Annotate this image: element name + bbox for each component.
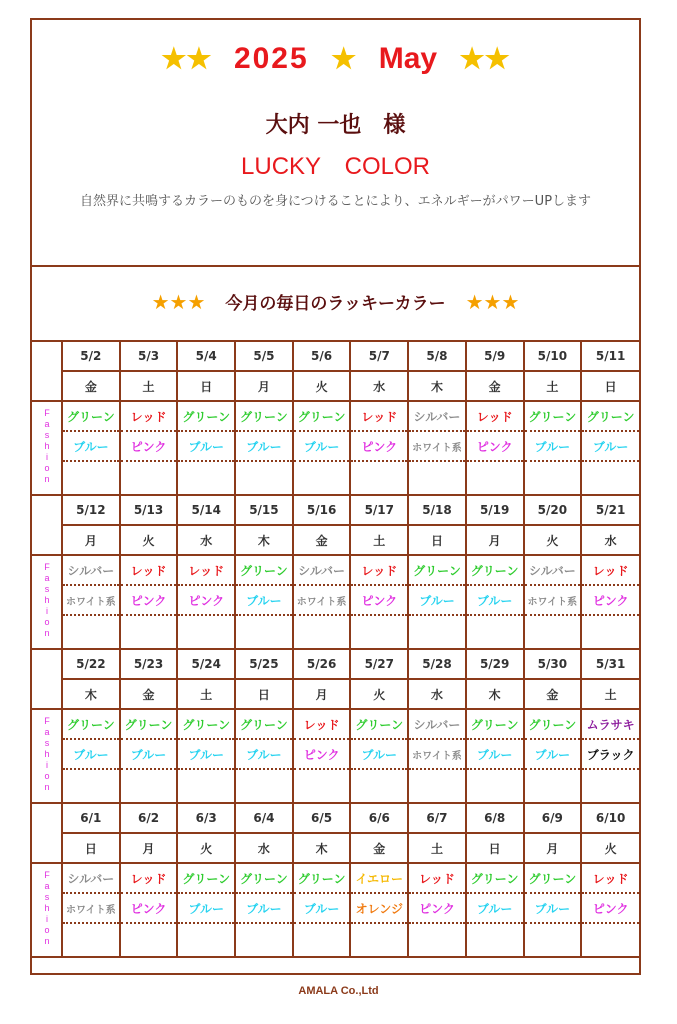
lucky-color-cell: レッド	[293, 709, 351, 739]
blank-cell	[524, 923, 582, 957]
weekday-cell: 月	[235, 371, 293, 401]
weekday-cell: 月	[466, 525, 524, 555]
date-cell: 5/22	[62, 649, 120, 679]
title-month: May	[378, 42, 438, 75]
lucky-color-cell: ブルー	[177, 431, 235, 461]
color-row-primary	[32, 863, 639, 893]
color-row-secondary	[32, 431, 639, 461]
weekday-cell: 日	[235, 679, 293, 709]
blank-cell	[235, 923, 293, 957]
fashion-side-label	[32, 709, 62, 803]
star-icon: ★★	[459, 43, 510, 74]
weekday-cell: 木	[293, 833, 351, 863]
date-cell: 5/13	[120, 495, 178, 525]
weekday-row	[32, 679, 639, 709]
fashion-label: Fashion	[42, 561, 52, 639]
weekday-cell: 火	[581, 833, 639, 863]
lucky-color-cell: レッド	[466, 401, 524, 431]
lucky-color-cell: ブルー	[177, 893, 235, 923]
weekday-cell: 金	[466, 371, 524, 401]
lucky-color-cell: ブルー	[524, 739, 582, 769]
weekday-cell: 水	[408, 679, 466, 709]
blank-cell	[120, 615, 178, 649]
blank-cell	[581, 615, 639, 649]
date-cell: 5/16	[293, 495, 351, 525]
lucky-color-cell: レッド	[581, 863, 639, 893]
fashion-side-label	[32, 555, 62, 649]
blank-row	[32, 461, 639, 495]
blank-cell	[350, 461, 408, 495]
fashion-label: Fashion	[42, 715, 52, 793]
weekday-cell: 日	[408, 525, 466, 555]
lucky-color-cell: ブルー	[235, 739, 293, 769]
blank-cell	[235, 615, 293, 649]
lucky-color-cell: ブラック	[581, 739, 639, 769]
lucky-color-cell: ホワイト系	[408, 739, 466, 769]
star-icon: ★	[331, 43, 357, 74]
blank-cell	[62, 769, 120, 803]
title-year: 2025	[233, 42, 309, 75]
date-cell: 5/5	[235, 341, 293, 371]
date-cell: 6/9	[524, 803, 582, 833]
date-cell: 5/21	[581, 495, 639, 525]
blank-cell	[177, 769, 235, 803]
date-cell: 6/6	[350, 803, 408, 833]
lucky-color-cell: ブルー	[120, 739, 178, 769]
side-blank	[32, 341, 62, 401]
lucky-color-cell: ホワイト系	[62, 585, 120, 615]
blank-cell	[62, 615, 120, 649]
date-cell: 6/2	[120, 803, 178, 833]
blank-cell	[120, 769, 178, 803]
lucky-color-cell: レッド	[120, 555, 178, 585]
blank-cell	[293, 769, 351, 803]
lucky-color-cell: ブルー	[62, 431, 120, 461]
lucky-color-cell: ブルー	[466, 739, 524, 769]
lucky-color-cell: シルバー	[524, 555, 582, 585]
weekday-cell: 日	[177, 371, 235, 401]
color-row-primary	[32, 709, 639, 739]
lucky-color-cell: グリーン	[62, 401, 120, 431]
lucky-color-cell: グリーン	[350, 709, 408, 739]
company-footer: AMALA Co.,Ltd	[298, 985, 379, 997]
lucky-color-cell: レッド	[120, 401, 178, 431]
fashion-side-label	[32, 401, 62, 495]
lucky-color-cell: グリーン	[466, 863, 524, 893]
date-cell: 5/29	[466, 649, 524, 679]
lucky-color-cell: ブルー	[524, 893, 582, 923]
weekday-cell: 水	[235, 833, 293, 863]
lucky-color-cell: レッド	[177, 555, 235, 585]
side-blank	[32, 495, 62, 555]
weekday-cell: 木	[62, 679, 120, 709]
weekday-cell: 火	[293, 371, 351, 401]
date-row	[32, 649, 639, 679]
blank-cell	[293, 461, 351, 495]
side-blank	[32, 803, 62, 863]
weekday-cell: 火	[350, 679, 408, 709]
calendar-grid	[32, 340, 639, 958]
date-row	[32, 341, 639, 371]
blank-cell	[293, 615, 351, 649]
lucky-color-cell: ブルー	[524, 431, 582, 461]
blank-cell	[235, 461, 293, 495]
subheading-text: 今月の毎日のラッキーカラー	[225, 294, 446, 314]
weekday-cell: 月	[524, 833, 582, 863]
date-cell: 5/10	[524, 341, 582, 371]
blank-cell	[350, 615, 408, 649]
lucky-color-cell: シルバー	[408, 401, 466, 431]
lucky-color-cell: グリーン	[120, 709, 178, 739]
weekday-cell: 水	[581, 525, 639, 555]
blank-cell	[408, 923, 466, 957]
lucky-color-cell: ホワイト系	[293, 585, 351, 615]
lucky-color-cell: グリーン	[177, 709, 235, 739]
weekday-cell: 土	[120, 371, 178, 401]
customer-name: 大内 一也 様	[265, 113, 406, 138]
date-cell: 5/18	[408, 495, 466, 525]
fashion-side-label	[32, 863, 62, 957]
lucky-color-cell: ホワイト系	[62, 893, 120, 923]
lucky-color-cell: グリーン	[581, 401, 639, 431]
weekday-cell: 日	[62, 833, 120, 863]
lucky-color-cell: グリーン	[293, 863, 351, 893]
weekday-row	[32, 525, 639, 555]
date-cell: 5/23	[120, 649, 178, 679]
blank-cell	[235, 769, 293, 803]
lucky-color-cell: グリーン	[524, 401, 582, 431]
lucky-color-cell: グリーン	[408, 555, 466, 585]
lucky-color-cell: シルバー	[62, 863, 120, 893]
weekday-cell: 木	[235, 525, 293, 555]
date-cell: 5/7	[350, 341, 408, 371]
date-cell: 5/14	[177, 495, 235, 525]
weekday-cell: 火	[177, 833, 235, 863]
date-cell: 5/8	[408, 341, 466, 371]
blank-cell	[466, 923, 524, 957]
lucky-color-cell: グリーン	[235, 401, 293, 431]
weekday-cell: 金	[293, 525, 351, 555]
weekday-cell: 火	[120, 525, 178, 555]
color-row-secondary	[32, 585, 639, 615]
blank-row	[32, 769, 639, 803]
date-cell: 5/20	[524, 495, 582, 525]
lucky-color-cell: ブルー	[293, 431, 351, 461]
date-cell: 6/4	[235, 803, 293, 833]
calendar-table	[32, 340, 639, 958]
lucky-color-cell: グリーン	[235, 555, 293, 585]
blank-cell	[120, 461, 178, 495]
lucky-color-cell: ピンク	[120, 893, 178, 923]
color-row-primary	[32, 555, 639, 585]
blank-cell	[177, 923, 235, 957]
date-row	[32, 495, 639, 525]
blank-cell	[177, 615, 235, 649]
header-section	[32, 20, 639, 267]
weekday-cell: 月	[120, 833, 178, 863]
star-icon: ★★	[161, 43, 212, 74]
lucky-color-cell: グリーン	[524, 709, 582, 739]
fashion-label: Fashion	[42, 869, 52, 947]
blank-cell	[177, 461, 235, 495]
lucky-color-cell: グリーン	[177, 863, 235, 893]
date-cell: 5/19	[466, 495, 524, 525]
date-cell: 6/8	[466, 803, 524, 833]
title-row	[32, 42, 639, 76]
date-cell: 6/5	[293, 803, 351, 833]
date-cell: 5/17	[350, 495, 408, 525]
weekday-cell: 火	[524, 525, 582, 555]
weekday-row	[32, 371, 639, 401]
date-row	[32, 803, 639, 833]
fortune-sheet	[30, 18, 641, 975]
color-row-secondary	[32, 739, 639, 769]
blank-cell	[466, 461, 524, 495]
blank-cell	[62, 923, 120, 957]
color-row-primary	[32, 401, 639, 431]
weekday-cell: 日	[581, 371, 639, 401]
lucky-color-cell: ピンク	[408, 893, 466, 923]
lucky-color-cell: ブルー	[62, 739, 120, 769]
date-cell: 5/26	[293, 649, 351, 679]
blank-cell	[408, 769, 466, 803]
date-cell: 5/9	[466, 341, 524, 371]
lucky-color-cell: ブルー	[235, 431, 293, 461]
lucky-color-cell: ピンク	[293, 739, 351, 769]
lucky-color-cell: ピンク	[350, 431, 408, 461]
weekday-cell: 木	[408, 371, 466, 401]
lucky-color-cell: レッド	[120, 863, 178, 893]
lucky-color-cell: ブルー	[466, 585, 524, 615]
lucky-color-cell: レッド	[350, 555, 408, 585]
weekday-row	[32, 833, 639, 863]
lucky-color-cell: シルバー	[293, 555, 351, 585]
lucky-color-cell: グリーン	[293, 401, 351, 431]
blank-cell	[293, 923, 351, 957]
lucky-color-cell: ブルー	[177, 739, 235, 769]
blank-cell	[581, 769, 639, 803]
blank-cell	[581, 923, 639, 957]
lucky-color-cell: レッド	[581, 555, 639, 585]
lucky-color-cell: ピンク	[466, 431, 524, 461]
blank-cell	[350, 923, 408, 957]
date-cell: 5/25	[235, 649, 293, 679]
date-cell: 5/3	[120, 341, 178, 371]
blank-cell	[408, 615, 466, 649]
date-cell: 6/7	[408, 803, 466, 833]
lucky-color-cell: シルバー	[62, 555, 120, 585]
date-cell: 6/3	[177, 803, 235, 833]
weekday-cell: 金	[350, 833, 408, 863]
lucky-color-cell: ブルー	[581, 431, 639, 461]
lucky-color-cell: シルバー	[408, 709, 466, 739]
lucky-color-cell: オレンジ	[350, 893, 408, 923]
lucky-color-cell: ピンク	[581, 893, 639, 923]
blank-cell	[408, 461, 466, 495]
weekday-cell: 月	[293, 679, 351, 709]
weekday-cell: 水	[177, 525, 235, 555]
weekday-cell: 土	[177, 679, 235, 709]
lucky-color-cell: ブルー	[235, 893, 293, 923]
date-cell: 5/30	[524, 649, 582, 679]
weekday-cell: 金	[62, 371, 120, 401]
blank-row	[32, 923, 639, 957]
weekday-cell: 水	[350, 371, 408, 401]
lucky-color-heading: LUCKY COLOR	[241, 153, 430, 180]
lucky-color-cell: ピンク	[120, 585, 178, 615]
date-cell: 5/11	[581, 341, 639, 371]
date-cell: 5/2	[62, 341, 120, 371]
color-row-secondary	[32, 893, 639, 923]
blank-row	[32, 615, 639, 649]
lucky-color-cell: グリーン	[235, 709, 293, 739]
weekday-cell: 土	[524, 371, 582, 401]
lucky-color-cell: ブルー	[408, 585, 466, 615]
side-blank	[32, 649, 62, 709]
date-cell: 6/10	[581, 803, 639, 833]
weekday-cell: 金	[524, 679, 582, 709]
weekday-cell: 金	[120, 679, 178, 709]
blank-cell	[350, 769, 408, 803]
lucky-color-cell: レッド	[350, 401, 408, 431]
lucky-color-cell: ブルー	[235, 585, 293, 615]
blank-cell	[466, 615, 524, 649]
date-cell: 5/15	[235, 495, 293, 525]
lucky-color-cell: ピンク	[177, 585, 235, 615]
blank-cell	[524, 615, 582, 649]
blank-cell	[120, 923, 178, 957]
date-cell: 5/27	[350, 649, 408, 679]
blank-cell	[581, 461, 639, 495]
date-cell: 5/6	[293, 341, 351, 371]
lucky-color-cell: グリーン	[235, 863, 293, 893]
lucky-color-cell: ブルー	[293, 893, 351, 923]
weekday-cell: 土	[408, 833, 466, 863]
lucky-color-cell: ピンク	[120, 431, 178, 461]
lucky-color-cell: ホワイト系	[408, 431, 466, 461]
lucky-color-cell: ムラサキ	[581, 709, 639, 739]
date-cell: 5/31	[581, 649, 639, 679]
star-icon: ★★★	[151, 290, 206, 314]
lucky-color-cell: ブルー	[350, 739, 408, 769]
weekday-cell: 土	[581, 679, 639, 709]
date-cell: 6/1	[62, 803, 120, 833]
lucky-color-cell: ピンク	[581, 585, 639, 615]
lucky-color-cell: グリーン	[466, 555, 524, 585]
date-cell: 5/4	[177, 341, 235, 371]
date-cell: 5/12	[62, 495, 120, 525]
weekday-cell: 木	[466, 679, 524, 709]
lucky-color-cell: ピンク	[350, 585, 408, 615]
lucky-color-cell: グリーン	[524, 863, 582, 893]
weekday-cell: 日	[466, 833, 524, 863]
description-text: 自然界に共鳴するカラーのものを身につけることにより、エネルギーがパワーUPします	[79, 194, 592, 209]
lucky-color-cell: ホワイト系	[524, 585, 582, 615]
date-cell: 5/24	[177, 649, 235, 679]
lucky-color-cell: グリーン	[62, 709, 120, 739]
lucky-color-cell: イエロー	[350, 863, 408, 893]
blank-cell	[524, 769, 582, 803]
daily-subheading	[32, 265, 639, 342]
star-icon: ★★★	[465, 290, 520, 314]
blank-cell	[62, 461, 120, 495]
date-cell: 5/28	[408, 649, 466, 679]
lucky-color-cell: グリーン	[177, 401, 235, 431]
blank-cell	[524, 461, 582, 495]
weekday-cell: 土	[350, 525, 408, 555]
weekday-cell: 月	[62, 525, 120, 555]
lucky-color-cell: グリーン	[466, 709, 524, 739]
fashion-label: Fashion	[42, 407, 52, 485]
lucky-color-cell: レッド	[408, 863, 466, 893]
lucky-color-cell: ブルー	[466, 893, 524, 923]
blank-cell	[466, 769, 524, 803]
